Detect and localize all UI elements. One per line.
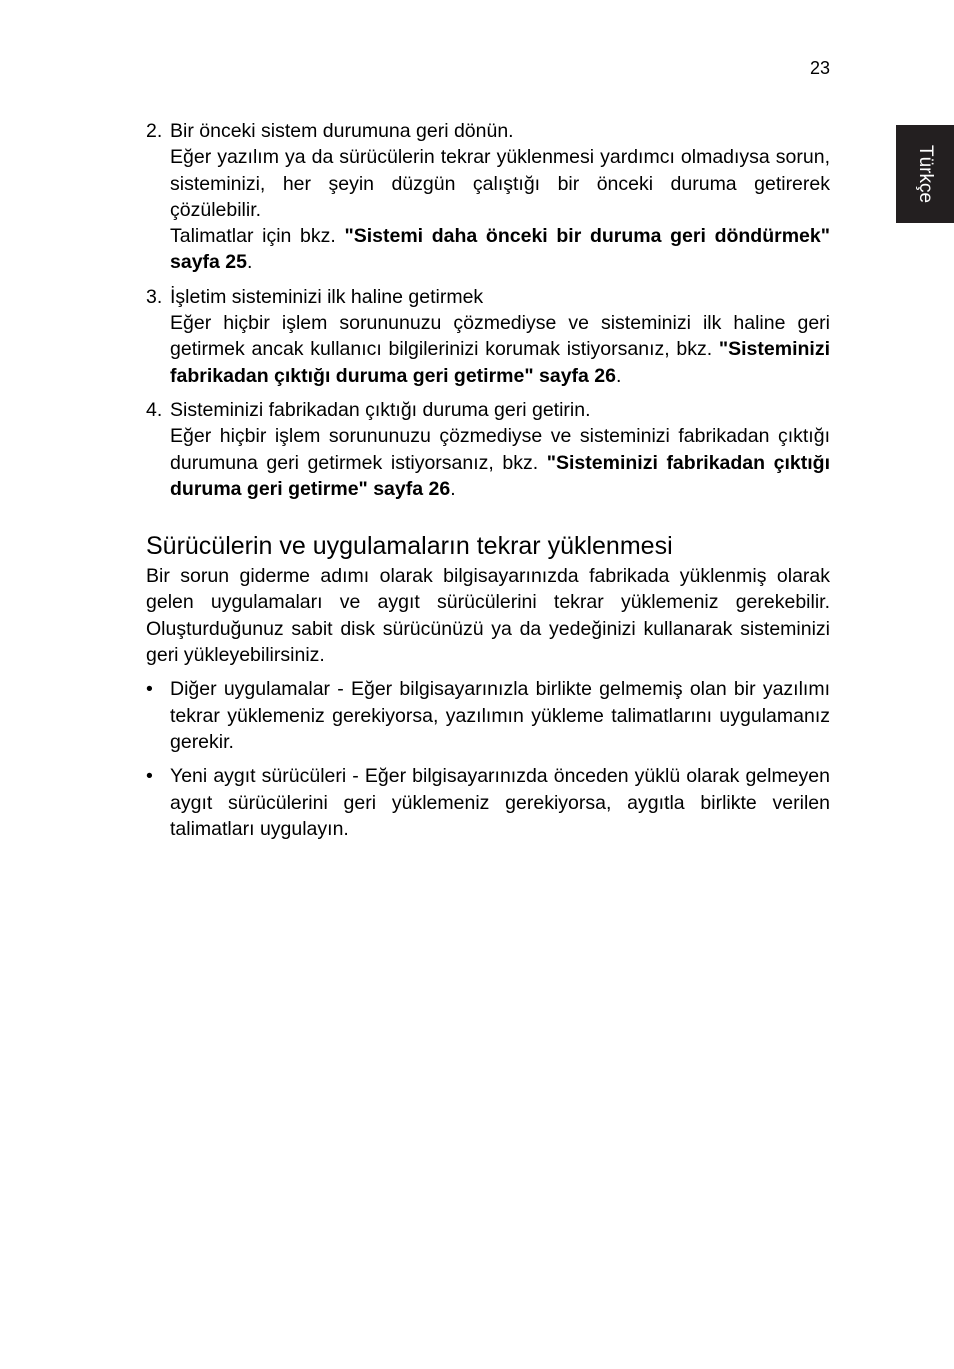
step-title: Bir önceki sistem durumuna geri dönün. xyxy=(170,120,514,142)
bullet-other-applications xyxy=(146,676,830,755)
step-number: 4. xyxy=(146,398,163,421)
page-number: 23 xyxy=(809,58,830,78)
step-3 xyxy=(146,284,830,389)
paragraph-text: Eğer hiçbir işlem sorununuzu çözmediyse ve sisteminizi fabrikadan çıktığı durumuna geri getirmek istiyorsanız, bkz. xyxy=(170,425,830,474)
bullet-new-drivers xyxy=(146,763,830,842)
step-reference xyxy=(170,223,830,276)
language-tab xyxy=(896,125,954,223)
step-paragraph xyxy=(170,310,830,389)
language-tab-label: Türkçe xyxy=(915,144,936,204)
reference-link[interactable]: "Sisteminizi fabrikadan çıktığı duruma geri getirme" sayfa 26 xyxy=(170,451,830,500)
reference-suffix: . xyxy=(246,251,253,274)
step-2 xyxy=(146,118,830,276)
reference-link[interactable]: "Sisteminizi fabrikadan çıktığı duruma geri getirme" sayfa 26 xyxy=(170,338,830,387)
section-intro: Bir sorun giderme adımı olarak bilgisayarınızda fabrikada yüklenmiş olarak gelen uygulamaları ve aygıt sürücülerini tekrar yüklemeniz gerekebilir. Oluşturduğunuz sabit disk sürücünüzü ya da yedeğinizi kullanarak sisteminizi geri yükleyebilirsiniz. xyxy=(146,565,830,667)
bullet-text: Yeni aygıt sürücüleri - Eğer bilgisayarınızda önceden yüklü olarak gelmeyen aygıt sürücülerini geri yüklemeniz gerekiyorsa, aygıtla birlikte verilen talimatları uygulayın. xyxy=(170,765,830,840)
bullet-symbol: • xyxy=(146,678,153,701)
step-number: 3. xyxy=(146,285,163,308)
step-paragraph xyxy=(170,423,830,502)
bullet-text: Diğer uygulamalar - Eğer bilgisayarınızla birlikte gelmemiş olan bir yazılımı tekrar yüklemeniz gerekiyorsa, yazılımın yükleme talimatlarını uygulamanız gerekir. xyxy=(170,678,830,753)
reference-link[interactable]: "Sistemi daha önceki bir duruma geri döndürmek" sayfa 25 xyxy=(170,225,830,274)
section-heading: Sürücülerin ve uygulamaların tekrar yüklenmesi xyxy=(146,532,673,561)
step-title: İşletim sisteminizi ilk haline getirmek xyxy=(170,285,484,308)
step-4 xyxy=(146,397,830,502)
paragraph-text: Eğer hiçbir işlem sorununuzu çözmediyse ve sisteminizi ilk haline geri getirmek ancak kullanıcı bilgilerinizi korumak istiyorsanız, bkz. xyxy=(170,312,830,361)
step-title: Sisteminizi fabrikadan çıktığı duruma geri getirin. xyxy=(170,398,591,421)
page-content xyxy=(146,118,830,850)
step-number: 2. xyxy=(146,120,163,142)
reference-suffix: . xyxy=(450,477,456,500)
reference-prefix: Talimatlar için bkz. xyxy=(170,225,345,248)
bullet-symbol: • xyxy=(146,765,153,788)
reference-suffix: . xyxy=(616,364,622,387)
step-paragraph: Eğer yazılım ya da sürücülerin tekrar yüklenmesi yardımcı olmadıysa sorun, sisteminizi, her şeyin düzgün çalıştığı bir önceki duruma getirerek çözülebilir. xyxy=(170,146,830,221)
